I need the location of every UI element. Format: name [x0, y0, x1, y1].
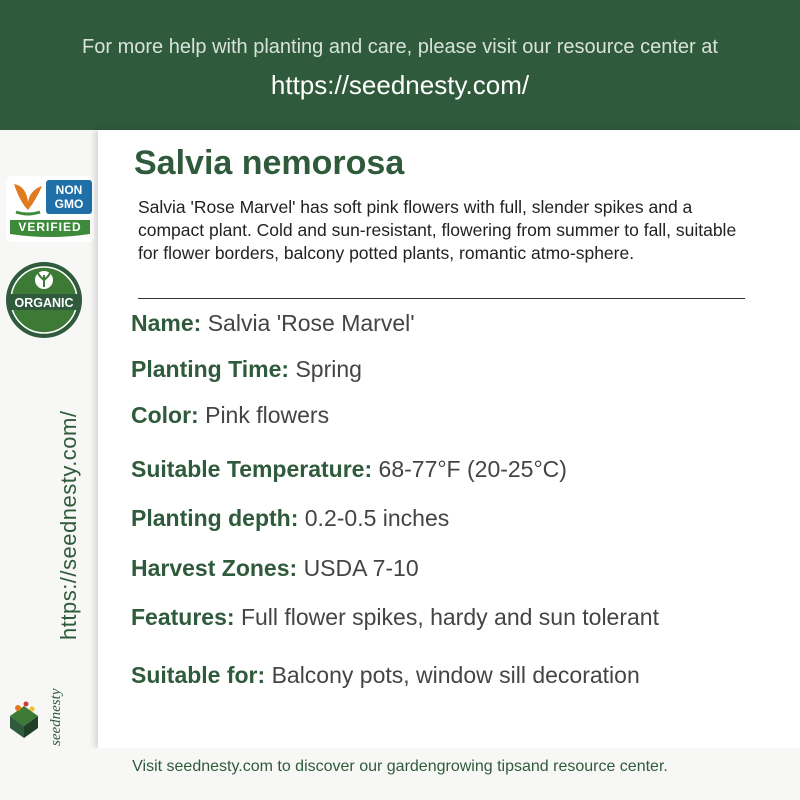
spec-value: Balcony pots, window sill decoration — [271, 662, 640, 688]
spec-row-planting-time — [131, 356, 362, 383]
spec-value: Spring — [295, 356, 362, 382]
spec-label: Color: — [131, 402, 199, 428]
vertical-url-text: https://seednesty.com/ — [56, 410, 81, 640]
spec-value: USDA 7-10 — [303, 555, 419, 581]
nongmo-text-1: NON — [55, 183, 83, 197]
spec-label: Harvest Zones: — [131, 555, 298, 581]
brand-name-text: seednesty — [48, 688, 64, 746]
spec-value: 0.2-0.5 inches — [304, 505, 450, 531]
top-banner — [0, 0, 800, 130]
nongmo-text-3: VERIFIED — [18, 220, 82, 234]
divider — [138, 298, 745, 299]
spec-label: Suitable Temperature: — [131, 456, 373, 482]
product-info-panel — [98, 130, 800, 748]
spec-row-planting-depth — [131, 505, 449, 532]
banner-help-text: For more help with planting and care, please visit our resource center at — [82, 36, 718, 58]
spec-label: Planting depth: — [131, 505, 299, 531]
seednesty-logo — [4, 660, 74, 750]
spec-row-suitable-for — [131, 662, 640, 689]
product-title: Salvia nemorosa — [134, 144, 405, 182]
spec-value: 68-77°F (20-25°C) — [378, 456, 567, 482]
spec-label: Planting Time: — [131, 356, 290, 382]
banner-url-link[interactable]: https://seednesty.com/ — [270, 70, 530, 100]
nongmo-text-2: GMO — [54, 197, 84, 211]
spec-label: Suitable for: — [131, 662, 266, 688]
spec-value: Full flower spikes, hardy and sun tolerant — [240, 604, 659, 630]
spec-label: Features: — [131, 604, 235, 630]
spec-value: Pink flowers — [205, 402, 330, 428]
spec-row-name — [131, 310, 415, 337]
organic-text: ORGANIC — [14, 296, 74, 310]
spec-label: Name: — [131, 310, 202, 336]
footer — [0, 748, 800, 800]
spec-value: Salvia 'Rose Marvel' — [207, 310, 415, 336]
spec-row-temperature — [131, 456, 567, 483]
spec-row-color — [131, 402, 329, 429]
footer-text: Visit seednesty.com to discover our gardengrowing tipsand resource center. — [132, 758, 668, 775]
spec-row-harvest-zones — [131, 555, 419, 582]
product-description: Salvia 'Rose Marvel' has soft pink flowers with full, slender spikes and a compact plant. Cold and sun-resistant, flowering from summer to fall, suitable for flower borders, balcony potted plants, romantic atmo-sphere. — [138, 197, 737, 263]
non-gmo-verified-badge — [6, 176, 94, 242]
spec-row-features — [131, 604, 659, 631]
organic-badge — [4, 260, 84, 340]
sidebar — [0, 130, 98, 748]
